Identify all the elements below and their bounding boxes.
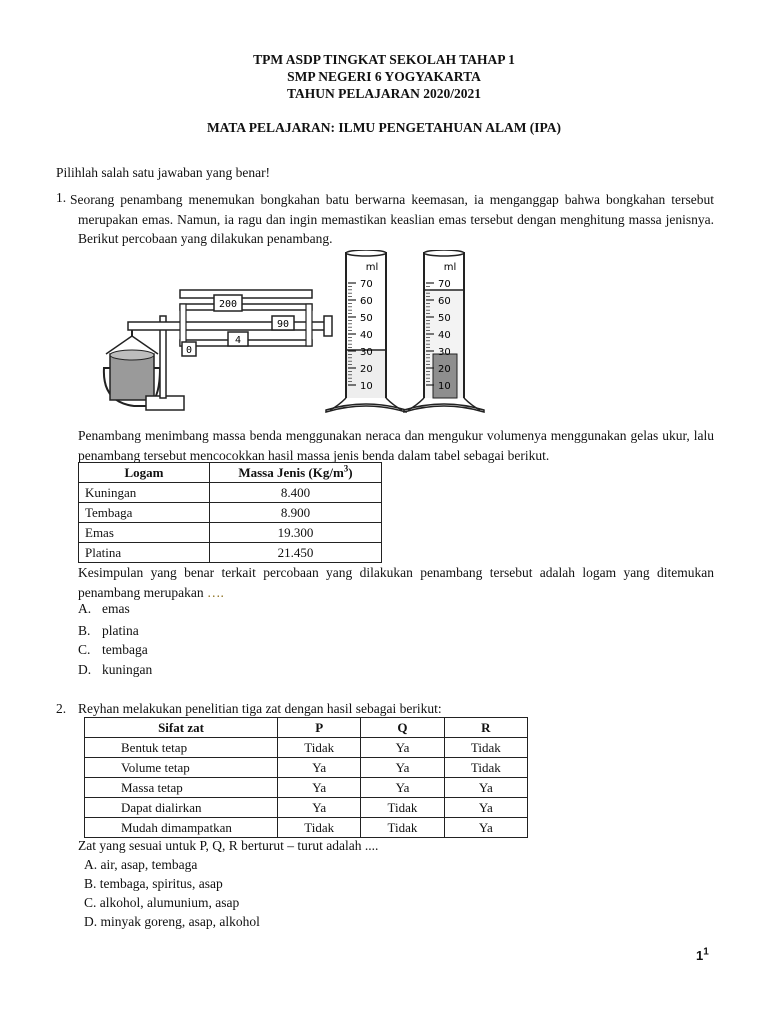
table-row	[79, 503, 382, 523]
graduated-cylinder-1	[326, 250, 406, 412]
cell-p: Tidak	[278, 818, 361, 838]
cell-r: Ya	[444, 798, 527, 818]
balance-scale	[104, 290, 332, 410]
page-number: $1^1$	[696, 946, 709, 963]
cell-sifat: Volume tetap	[85, 758, 278, 778]
cell-sifat: Mudah dimampatkan	[85, 818, 278, 838]
q2-option-d[interactable]	[84, 914, 260, 930]
cell-p: Ya	[278, 778, 361, 798]
cylinder-tick-label: 20	[438, 364, 451, 375]
q1-option-d[interactable]	[78, 662, 152, 678]
weight-200: 200	[218, 299, 238, 310]
option-text: tembaga	[102, 642, 148, 657]
option-text: air, asap, tembaga	[100, 857, 198, 872]
q1-text2: Penambang menimbang massa benda menggunakan neraca dan mengukur volumenya menggunakan gelas ukur, lalu penambang tersebut mencocokkan hasil massa jenis benda dalam tabel sebagai berikut.	[78, 428, 714, 463]
option-text: platina	[102, 623, 139, 638]
header-sifat: Sifat zat	[85, 718, 278, 738]
option-text: alkohol, alumunium, asap	[99, 895, 240, 910]
weight-90: 90	[276, 319, 290, 330]
q1-option-b[interactable]	[78, 623, 139, 639]
table-row	[85, 798, 528, 818]
cell-massa: 19.300	[210, 523, 382, 543]
q2-option-c[interactable]	[84, 895, 239, 911]
cylinder-tick-label: 40	[360, 330, 373, 341]
cell-q: Ya	[361, 758, 444, 778]
cell-q: Ya	[361, 738, 444, 758]
q2-text: Reyhan melakukan penelitian tiga zat dengan hasil sebagai berikut:	[78, 701, 442, 716]
q1-text-wrap	[56, 190, 714, 249]
instruction: Pilihlah salah satu jawaban yang benar!	[56, 165, 271, 180]
table-row	[85, 738, 528, 758]
cell-logam: Kuningan	[79, 483, 210, 503]
cylinder-tick-label: 20	[360, 364, 373, 375]
cell-p: Ya	[278, 758, 361, 778]
header-massa-jenis: Massa Jenis $(Kg/m^3)$	[210, 463, 382, 483]
table-row	[79, 543, 382, 563]
option-letter: C.	[84, 895, 97, 910]
option-text: minyak goreng, asap, alkohol	[100, 914, 260, 929]
header-line-2: SMP NEGERI 6 YOGYAKARTA	[287, 69, 481, 84]
cylinder-tick-label: 30	[360, 347, 373, 358]
cell-sifat: Dapat dialirkan	[85, 798, 278, 818]
q1-number: 1.	[56, 190, 67, 205]
cylinder-tick-label: 60	[360, 296, 373, 307]
header-q: Q	[361, 718, 444, 738]
option-text: emas	[102, 601, 130, 616]
cell-logam: Emas	[79, 523, 210, 543]
cylinder-2-unit: ml	[443, 262, 457, 273]
cell-sifat: Bentuk tetap	[85, 738, 278, 758]
q2-option-a[interactable]	[84, 857, 197, 873]
option-letter: D.	[78, 662, 92, 677]
cell-r: Ya	[444, 778, 527, 798]
cell-r: Tidak	[444, 758, 527, 778]
cell-massa: 21.450	[210, 543, 382, 563]
table-row	[85, 778, 528, 798]
cell-logam: Tembaga	[79, 503, 210, 523]
q2-question: Zat yang sesuai untuk P, Q, R berturut – turut adalah ....	[78, 838, 379, 853]
weight-4: 4	[234, 335, 242, 346]
table-row	[85, 818, 528, 838]
option-letter: D.	[84, 914, 98, 929]
q1-option-a[interactable]	[78, 601, 130, 617]
cell-q: Tidak	[361, 798, 444, 818]
option-letter: A.	[84, 857, 98, 872]
header-line-1: TPM ASDP TINGKAT SEKOLAH TAHAP 1	[253, 52, 515, 67]
q1-conclusion-wrap	[78, 563, 714, 602]
table-row	[79, 523, 382, 543]
header-p: P	[278, 718, 361, 738]
table-header-row	[79, 463, 382, 483]
option-letter: A.	[78, 601, 92, 616]
cell-logam: Platina	[79, 543, 210, 563]
header-logam: Logam	[79, 463, 210, 483]
q2-option-b[interactable]	[84, 876, 223, 892]
graduated-cylinder-2	[404, 250, 484, 412]
cylinder-tick-label: 60	[438, 296, 451, 307]
cell-massa: 8.400	[210, 483, 382, 503]
cell-massa: 8.900	[210, 503, 382, 523]
table-header-row	[85, 718, 528, 738]
cell-sifat: Massa tetap	[85, 778, 278, 798]
header-r: R	[444, 718, 527, 738]
cylinder-tick-label: 40	[438, 330, 451, 341]
option-letter: C.	[78, 642, 91, 657]
q1-dots: ….	[206, 584, 224, 600]
cylinder-tick-label: 70	[438, 279, 451, 290]
properties-table	[84, 717, 528, 838]
q1-option-c[interactable]	[78, 642, 148, 658]
cell-p: Ya	[278, 798, 361, 818]
weight-0: 0	[185, 345, 193, 356]
option-text: kuningan	[102, 662, 153, 677]
header-line-3: TAHUN PELAJARAN 2020/2021	[286, 86, 481, 101]
q1-text: Seorang penambang menemukan bongkahan batu berwarna keemasan, ia menganggap bahwa bongkahan tersebut merupakan emas. Namun, ia ragu dan ingin memastikan keaslian emas tersebut dengan menghitung massa jenisnya. Berikut percobaan yang dilakukan penambang.	[70, 192, 714, 246]
cell-q: Ya	[361, 778, 444, 798]
cylinder-tick-label: 50	[360, 313, 373, 324]
option-letter: B.	[78, 623, 91, 638]
cylinder-tick-label: 50	[438, 313, 451, 324]
cell-p: Tidak	[278, 738, 361, 758]
cylinder-tick-label: 30	[438, 347, 451, 358]
option-text: tembaga, spiritus, asap	[99, 876, 223, 891]
cell-r: Tidak	[444, 738, 527, 758]
cylinder-tick-label: 10	[360, 381, 373, 392]
cylinder-tick-label: 10	[438, 381, 451, 392]
cylinder-1-unit: ml	[365, 262, 379, 273]
q2-number: 2.	[56, 701, 67, 716]
cylinder-tick-label: 70	[360, 279, 373, 290]
subject-title: MATA PELAJARAN: ILMU PENGETAHUAN ALAM (IPA)	[206, 120, 562, 135]
table-row	[85, 758, 528, 778]
q1-figure	[94, 250, 494, 418]
cell-q: Tidak	[361, 818, 444, 838]
option-letter: B.	[84, 876, 97, 891]
table-row	[79, 483, 382, 503]
q1-conclusion: Kesimpulan yang benar terkait percobaan yang dilakukan penambang tersebut adalah logam yang ditemukan penambang merupakan	[78, 565, 714, 600]
rock-sample	[110, 354, 154, 400]
cell-r: Ya	[444, 818, 527, 838]
density-table	[78, 462, 382, 563]
